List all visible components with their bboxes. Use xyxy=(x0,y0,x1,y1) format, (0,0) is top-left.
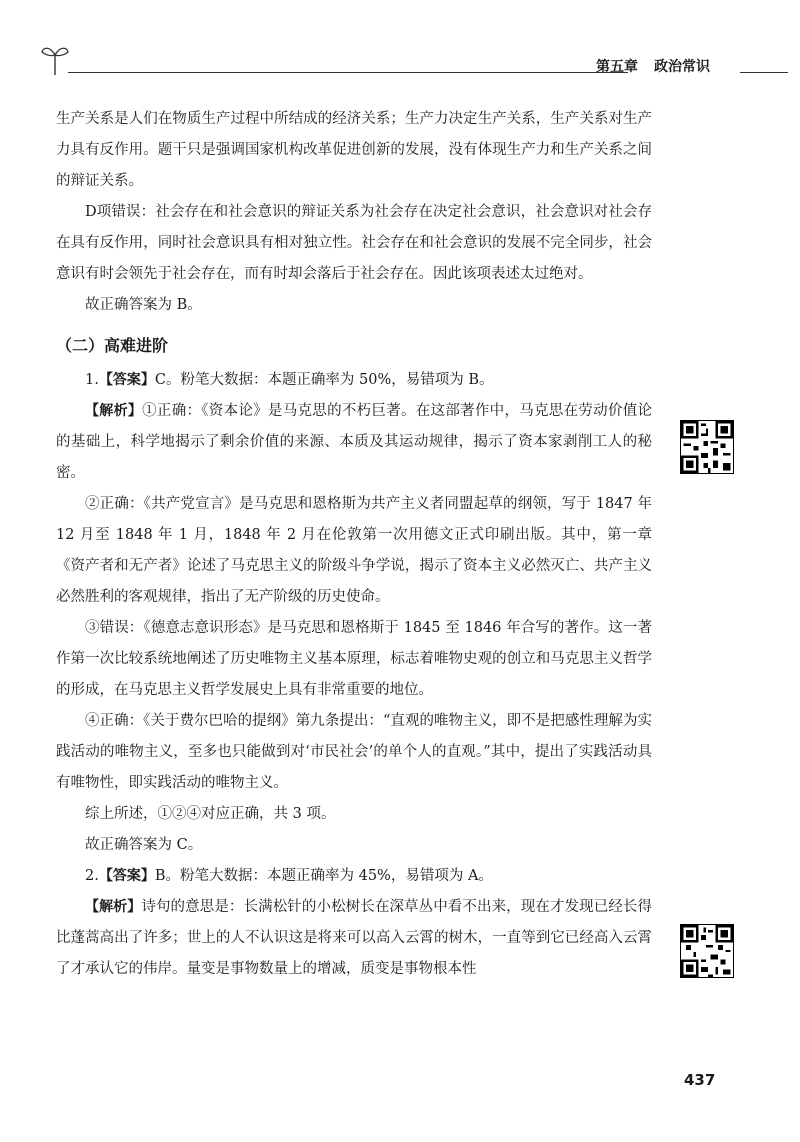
paragraph: 故正确答案为 B。 xyxy=(85,297,202,313)
chapter-number: 第五章 xyxy=(596,59,638,75)
answer-text: C。粉笔大数据：本题正确率为 50%，易错项为 B。 xyxy=(154,372,494,388)
qr-code-icon xyxy=(680,924,734,978)
page-body xyxy=(56,104,652,985)
answer-tag: 【答案】 xyxy=(98,868,155,884)
question-number: 1. xyxy=(85,372,99,388)
page-header xyxy=(40,42,788,78)
paragraph: D项错误：社会存在和社会意识的辩证关系为社会存在决定社会意识，社会意识对社会存在具有反作用，同时社会意识具有相对独立性。社会存在和社会意识的发展不完全同步，社会意识有时会领先于社会存在，而有时却会落后于社会存在。因此该项表述太过绝对。 xyxy=(56,204,652,282)
question-1-answer xyxy=(56,365,652,396)
sprout-icon xyxy=(40,42,70,76)
section-title: （二）高难进阶 xyxy=(56,336,169,355)
chapter-heading xyxy=(596,56,710,76)
answer-text: B。粉笔大数据：本题正确率为 45%，易错项为 A。 xyxy=(154,868,493,884)
qr-code-icon xyxy=(680,420,734,474)
question-number: 2. xyxy=(85,868,99,884)
paragraph: 综上所述，①②④对应正确，共 3 项。 xyxy=(85,806,336,822)
analysis-tag: 【解析】 xyxy=(85,403,143,419)
paragraph: 故正确答案为 C。 xyxy=(85,837,203,853)
question-1-analysis xyxy=(56,396,652,489)
page-number: 437 xyxy=(684,1071,716,1089)
paragraph: ③错误：《德意志意识形态》是马克思和恩格斯于 1845 至 1846 年合写的著作。这一著作第一次比较系统地阐述了历史唯物主义基本原理，标志着唯物史观的创立和马克思主义哲学的形成，在马克思主义哲学发展史上具有非常重要的地位。 xyxy=(56,620,652,698)
paragraph: ④正确：《关于费尔巴哈的提纲》第九条提出：“直观的唯物主义，即不是把感性理解为实践活动的唯物主义，至多也只能做到对‘市民社会’的单个人的直观。”其中，提出了实践活动具有唯物性，即实践活动的唯物主义。 xyxy=(56,713,652,791)
paragraph: ②正确：《共产党宣言》是马克思和恩格斯为共产主义者同盟起草的纲领，写于 1847 年 12 月至 1848 年 1 月，1848 年 2 月在伦敦第一次用德文正式印刷出版。其中，第一章《资产者和无产者》论述了马克思主义的阶级斗争学说，揭示了资本主义必然灭亡、共产主义必然胜利的客观规律，指出了无产阶级的历史使命。 xyxy=(56,496,652,605)
analysis-text: 诗句的意思是：长满松针的小松树长在深草丛中看不出来，现在才发现已经长得比蓬蒿高出了许多；世上的人不认识这是将来可以高入云霄的树木，一直等到它已经高入云霄了才承认它的伟岸。量变是事物数量上的增减，质变是事物根本性 xyxy=(56,899,653,977)
question-2-analysis xyxy=(56,892,652,985)
chapter-subject: 政治常识 xyxy=(654,59,710,75)
question-2-answer xyxy=(56,861,652,892)
paragraph: 生产关系是人们在物质生产过程中所结成的经济关系；生产力决定生产关系，生产关系对生产力具有反作用。题干只是强调国家机构改革促进创新的发展，没有体现生产力和生产关系之间的辩证关系。 xyxy=(56,111,652,189)
analysis-text: ①正确：《资本论》是马克思的不朽巨著。在这部著作中，马克思在劳动价值论的基础上，科学地揭示了剩余价值的来源、本质及其运动规律，揭示了资本家剥削工人的秘密。 xyxy=(56,403,653,481)
analysis-tag: 【解析】 xyxy=(85,899,142,915)
answer-tag: 【答案】 xyxy=(98,372,155,388)
header-rule-left xyxy=(68,72,628,73)
header-rule-right xyxy=(740,72,788,73)
